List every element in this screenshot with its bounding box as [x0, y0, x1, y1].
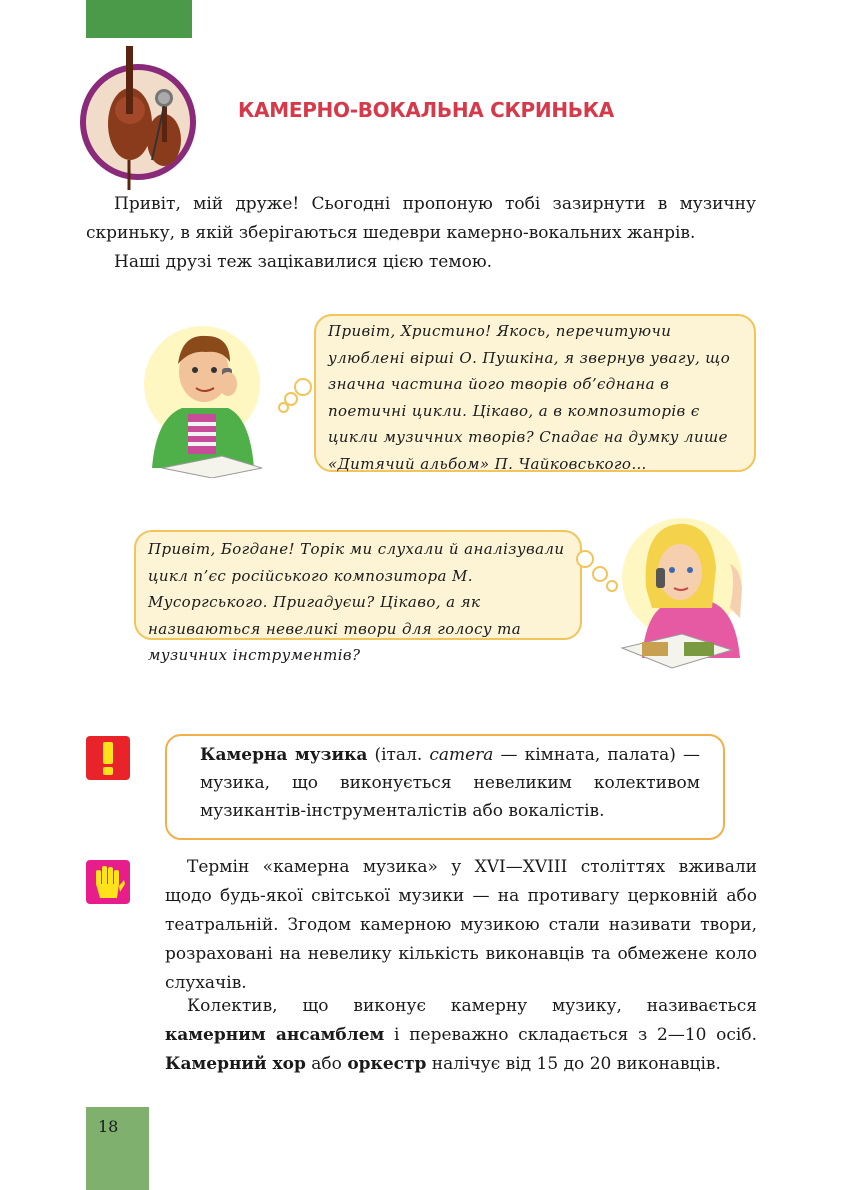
khrystyna-speech-bubble: Привіт, Богдане! Торік ми слухали й аналізували цикл п’єс російського композитора М. Мусоргського. Пригадуєш? Цікаво, а як називаються невеликі твори для голосу та музичних інструментів?: [134, 530, 582, 640]
definition-term: Камерна музика: [200, 745, 368, 765]
hand-icon: [86, 860, 130, 904]
definition-rest: — кімната, палата) — музика, що виконується невеликим колективом музикантів-інструменталістів або вокалістів.: [200, 745, 700, 821]
text-run: налічує від 15 до 20 виконавців.: [426, 1054, 721, 1074]
girl-illustration: [612, 508, 762, 688]
term-chamber-choir: Камерний хор: [165, 1054, 306, 1074]
top-green-tab: [86, 0, 192, 38]
text-run: Колектив, що виконує камерну музику, називається: [187, 996, 757, 1016]
bubble-dot: [592, 566, 608, 582]
body-paragraph-2: [165, 992, 757, 1079]
exclamation-icon: [86, 736, 130, 780]
text-run: або: [305, 1054, 348, 1074]
music-instruments-emblem-icon: [78, 40, 200, 192]
bohdan-speech-bubble: Привіт, Христино! Якось, перечитуючи улюблені вірші О. Пушкіна, я звернув увагу, що значна частина його творів об’єднана в поетичні цикли. Цікаво, а в композиторів є цикли музичних творів? Спадає на думку лише «Дитячий альбом» П. Чайковського…: [314, 314, 756, 472]
definition-text: [200, 741, 700, 825]
bubble-dot: [294, 378, 312, 396]
term-orchestra: оркестр: [347, 1054, 427, 1074]
boy-illustration: [132, 318, 272, 478]
bubble-dot: [278, 402, 289, 413]
exclamation-bar: [103, 742, 113, 764]
body-paragraph: Термін «камерна музика» у XVI—XVIII століттях вживали щодо будь-якої світської музики — на противагу церковній або театральній. Згодом камерною музикою стали називати твори, розраховані на невелику кількість виконавців та обмежене коло слухачів.: [165, 857, 757, 993]
exclamation-point: [103, 767, 113, 775]
intro-paragraph-2: Наші друзі теж зацікавилися цією темою.: [114, 252, 493, 272]
definition-open: (італ.: [367, 745, 430, 765]
page-title: КАМЕРНО-ВОКАЛЬНА СКРИНЬКА: [238, 98, 614, 122]
page-number: 18: [98, 1117, 119, 1136]
definition-foreign-word: camera: [429, 745, 494, 765]
text-run: і переважно складається з 2—10 осіб.: [384, 1025, 758, 1045]
term-chamber-ensemble: камерним ансамблем: [165, 1025, 385, 1045]
bubble-dot: [576, 550, 594, 568]
intro-paragraph: Привіт, мій друже! Сьогодні пропоную тобі зазирнути в музичну скриньку, в якій зберігаються шедеври камерно-вокальних жанрів.: [86, 194, 756, 243]
